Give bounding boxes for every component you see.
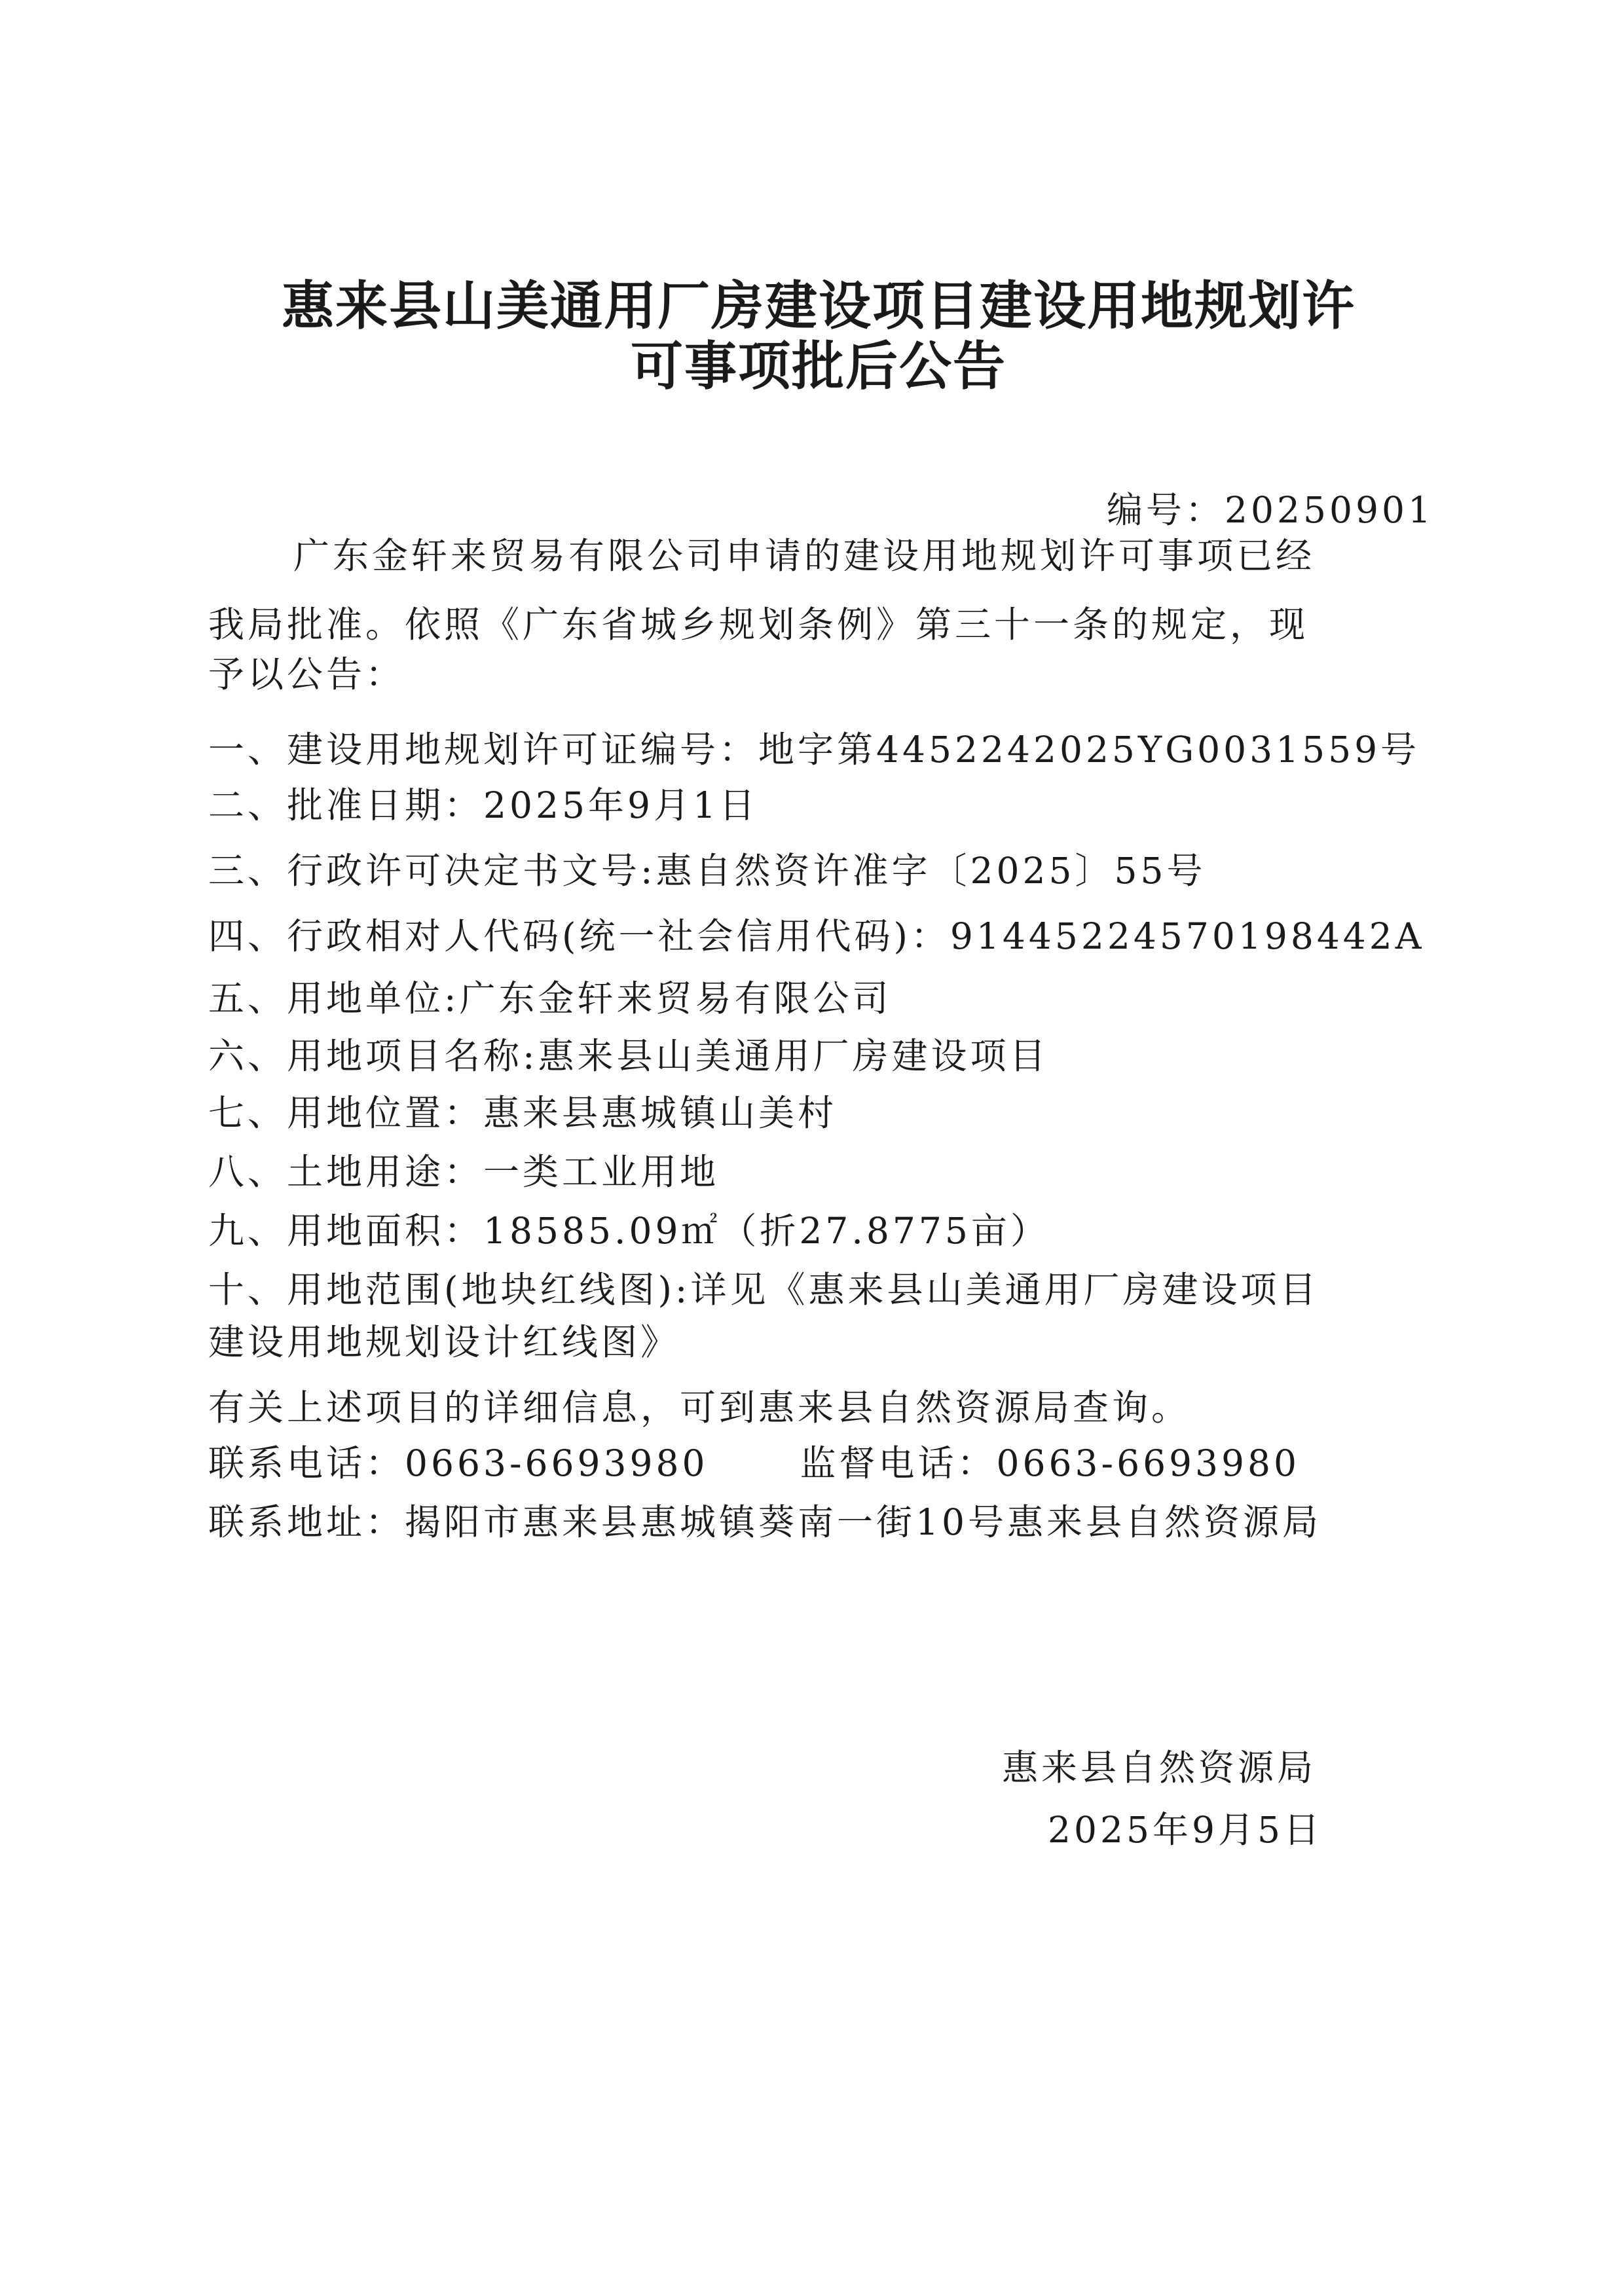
document-title-line-1: 惠来县山美通用厂房建设项目建设用地规划许 [282,276,1356,337]
item-land-user: 五、用地单位:广东金轩来贸易有限公司 [208,977,892,1019]
contact-address: 联系地址：揭阳市惠来县惠城镇葵南一街10号惠来县自然资源局 [208,1501,1321,1543]
intro-line-3: 予以公告： [208,653,405,695]
intro-line-2: 我局批准。依照《广东省城乡规划条例》第三十一条的规定，现 [208,604,1309,646]
signature-date: 2025年9月5日 [1048,1809,1323,1851]
item-credit-code: 四、行政相对人代码(统一社会信用代码)：91445224570198442A [208,915,1425,957]
inquiry-note: 有关上述项目的详细信息，可到惠来县自然资源局查询。 [208,1387,1191,1429]
intro-line-1: 广东金轩来贸易有限公司申请的建设用地规划许可事项已经 [293,535,1316,577]
document-title-line-2: 可事项批后公告 [631,336,1006,397]
document-number: 编号：20250901 [1107,489,1434,531]
supervision-phone: 监督电话：0663-6693980 [800,1442,1301,1484]
contact-phone: 联系电话：0663-6693980 [208,1442,709,1484]
item-land-scope: 十、用地范围(地块红线图):详见《惠来县山美通用厂房建设项目 [208,1269,1320,1311]
signature-org: 惠来县自然资源局 [1001,1747,1316,1789]
item-approval-date: 二、批准日期：2025年9月1日 [208,784,758,826]
item-land-use: 八、土地用途：一类工业用地 [208,1151,720,1193]
item-land-area: 九、用地面积：18585.09㎡（折27.8775亩） [208,1210,1050,1252]
item-decision-number: 三、行政许可决定书文号:惠自然资许准字〔2025〕55号 [208,850,1206,892]
item-permit-number: 一、建设用地规划许可证编号：地字第4452242025YG0031559号 [208,729,1420,771]
item-land-scope-continued: 建设用地规划设计红线图》 [208,1321,680,1363]
item-project-name: 六、用地项目名称:惠来县山美通用厂房建设项目 [208,1035,1049,1077]
item-location: 七、用地位置：惠来县惠城镇山美村 [208,1092,838,1134]
phone-row [208,1440,1300,1486]
